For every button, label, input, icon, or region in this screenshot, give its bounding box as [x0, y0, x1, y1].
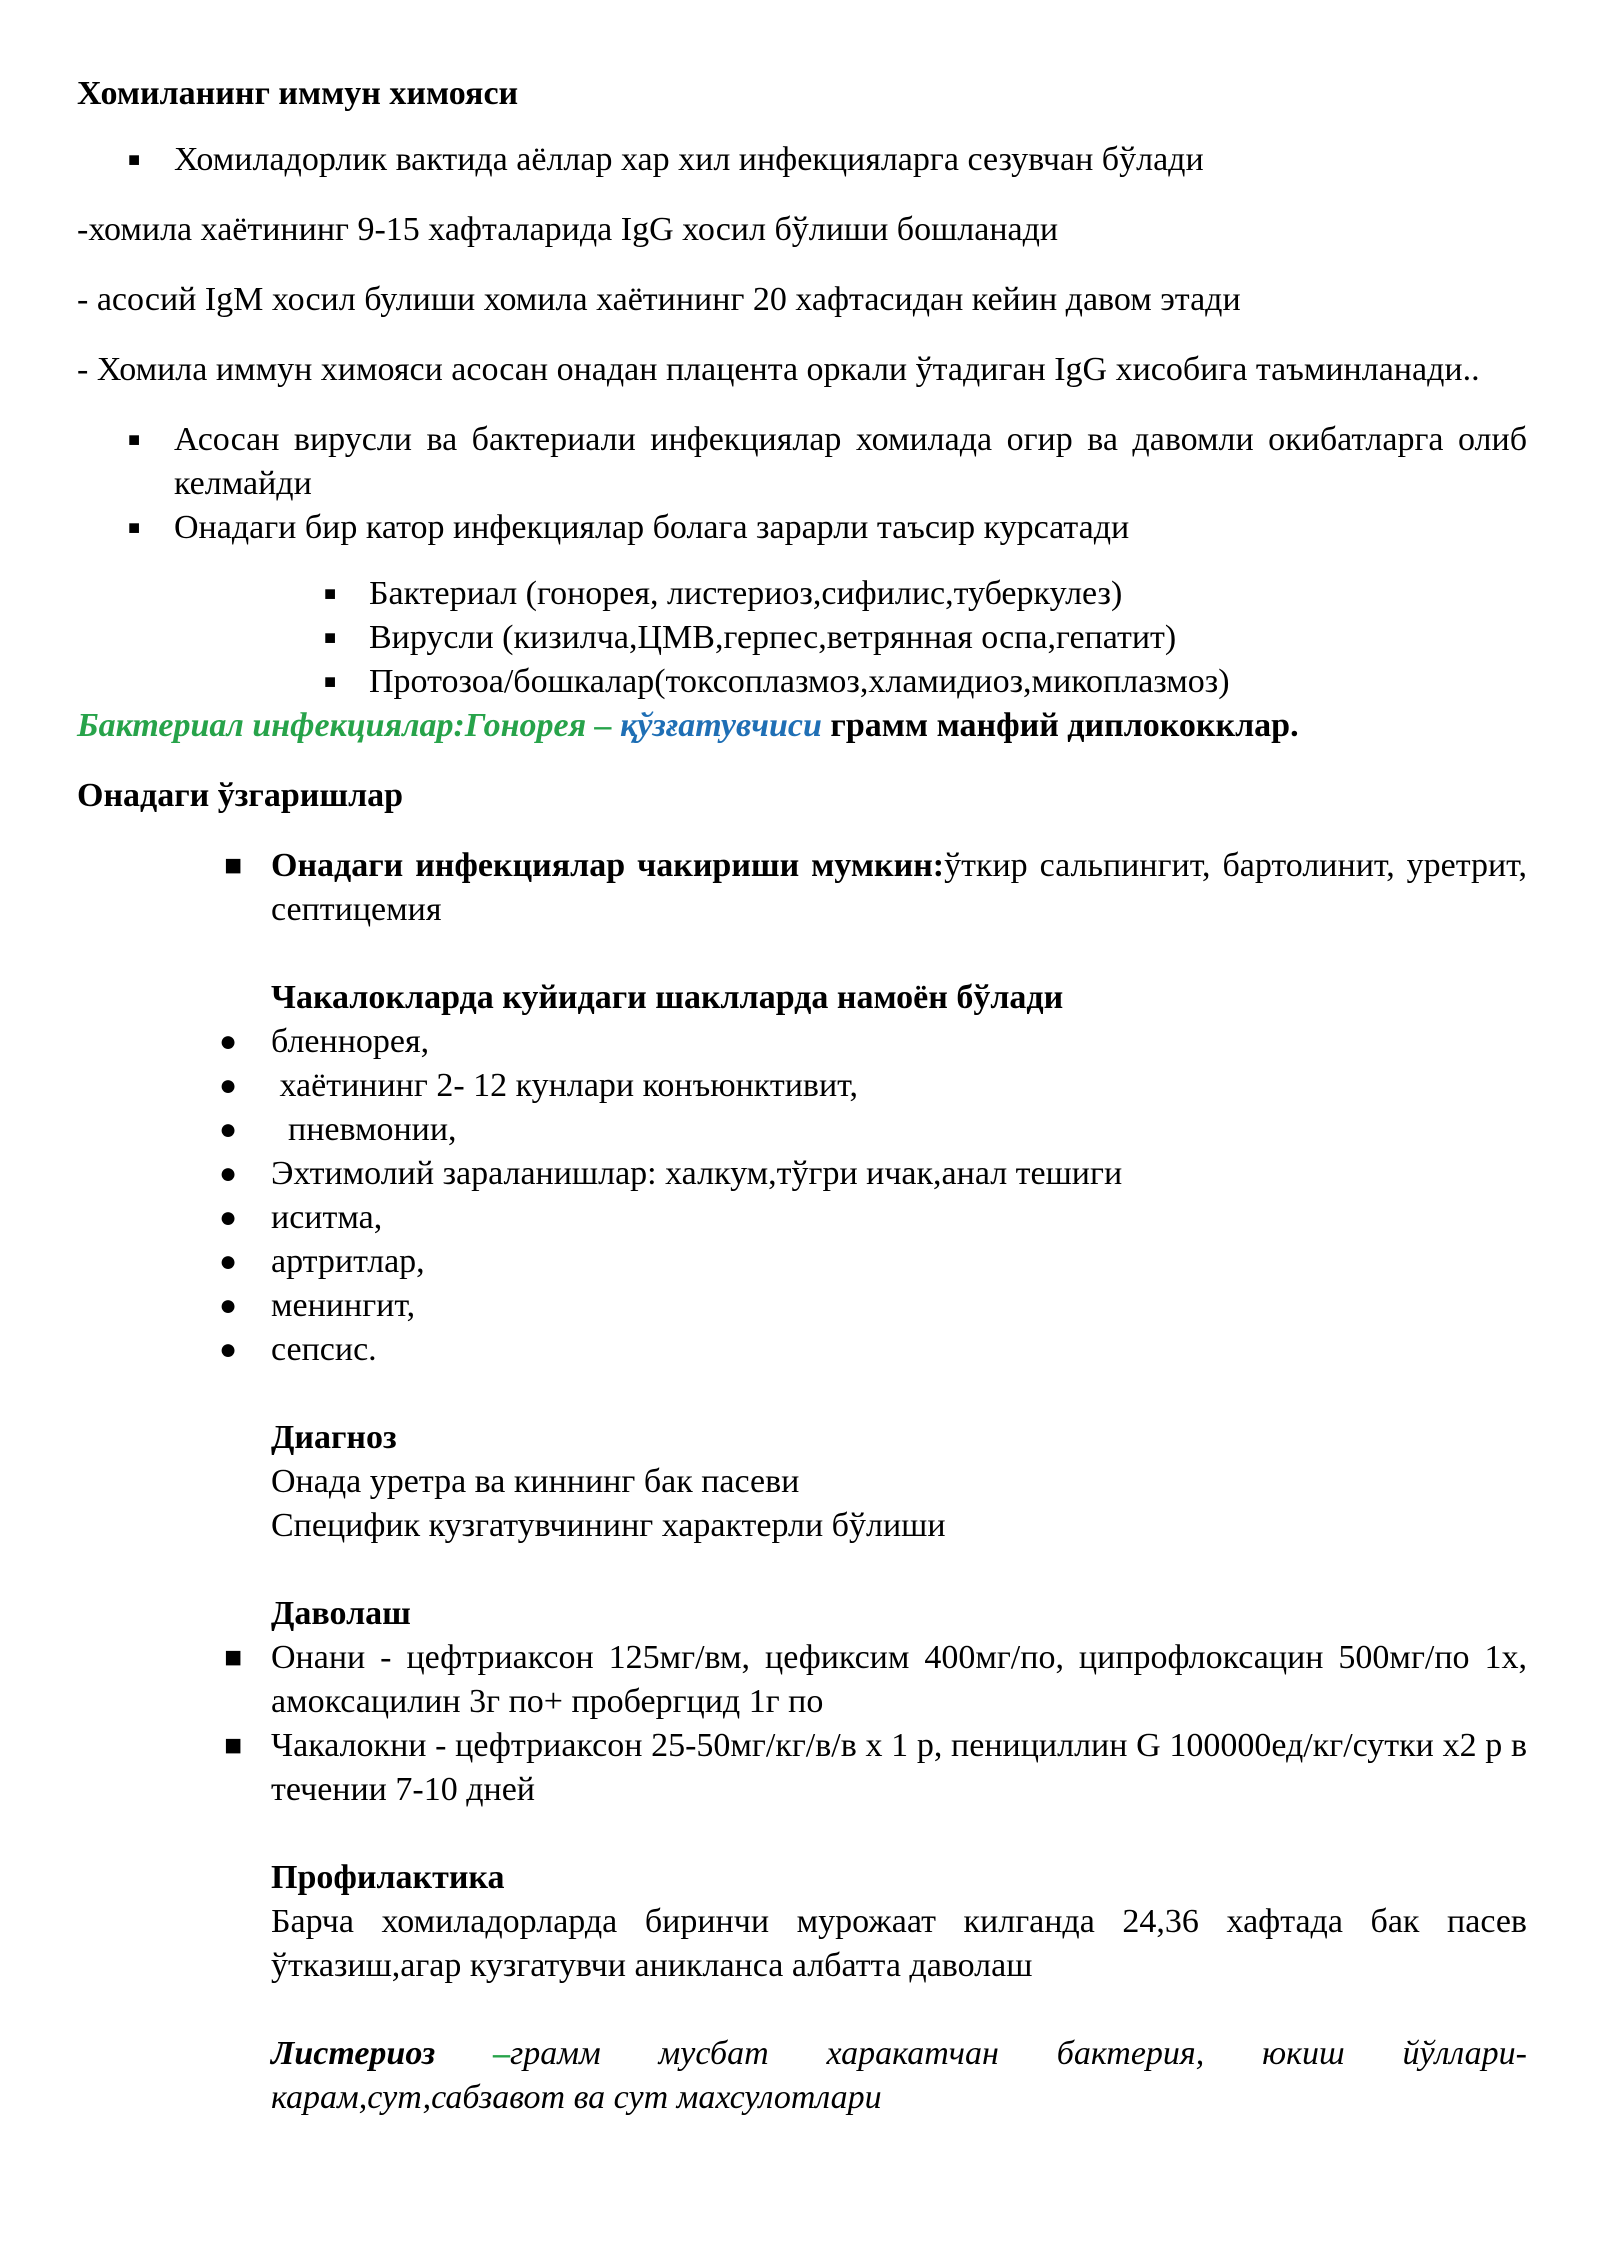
paragraph: -хомила хаётининг 9-15 хафталарида IgG хосил бўлиши бошланади [77, 211, 1059, 248]
bullet-icon: ● [219, 1157, 238, 1190]
list-item-text: Онани - цефтриаксон 125мг/вм, цефиксим 400мг/по, ципрофлоксацин 500мг/по 1х, амоксацилин 3г по+ пробергцид 1г по [271, 1639, 1527, 1720]
paragraph: Онада уретра ва киннинг бак пасеви [271, 1463, 800, 1500]
list-item-text: Асосан вирусли ва бактериали инфекциялар хомилада огир ва давомли окибатларга олиб келмайди [174, 421, 1527, 502]
page-title: Хомиланинг иммун химояси [77, 75, 519, 112]
section-heading: Онадаги ўзгаришлар [77, 777, 404, 814]
square-bullet-icon: ■ [128, 149, 141, 171]
list-item [77, 1108, 1527, 1152]
bullet-icon: ● [219, 1289, 238, 1322]
bullet-icon: ● [219, 1245, 238, 1278]
paragraph: Специфик кузгатувчининг характерли бўлиши [271, 1507, 946, 1544]
list-item-text: Эхтимолий зараланишлар: халкум,тўгри ичак,анал тешиги [271, 1155, 1123, 1192]
square-bullet-icon: ■ [128, 429, 141, 451]
square-bullet-icon: ■ [324, 627, 337, 649]
bullet-icon: ● [219, 1333, 238, 1366]
paragraph: - Хомила иммун химояси асосан онадан плацента оркали ўтадиган IgG хисобига таъминланади.. [77, 351, 1480, 388]
listeriosis-label: Листериоз [271, 2035, 436, 2072]
list-item-text: ўткир сальпингит, бартолинит, уретрит, септицемия [271, 847, 1527, 928]
list-item [77, 138, 1527, 182]
list-item-text: хаётининг 2- 12 кунлари конъюнктивит, [271, 1067, 858, 1104]
list-item [77, 1064, 1527, 1108]
pathogen-text: грамм манфий диплококклар. [821, 707, 1299, 744]
square-bullet-icon: ■ [224, 1729, 243, 1762]
list-item-text: бленнорея, [271, 1023, 430, 1060]
paragraph: - асосий IgM хосил булиши хомила хаётининг 20 хафтасидан кейин давом этади [77, 281, 1241, 318]
sub-list-item-text: Протозоа/бошкалар(токсоплазмоз,хламидиоз,микоплазмоз) [369, 663, 1230, 700]
sub-list-item-text: Бактериал (гонорея, листериоз,сифилис,туберкулез) [369, 575, 1123, 612]
list-item [77, 1328, 1527, 1372]
list-item-label: Онадаги инфекциялар чакириши мумкин: [271, 847, 945, 884]
sub-list-item [77, 616, 1527, 660]
square-bullet-icon: ■ [324, 671, 337, 693]
document-page [77, 72, 1527, 2120]
list-item-text: менингит, [271, 1287, 416, 1324]
section-heading: Диагноз [271, 1419, 397, 1456]
square-bullet-icon: ■ [224, 849, 243, 882]
paragraph [77, 2032, 1527, 2120]
list-item-text: иситма, [271, 1199, 383, 1236]
bullet-icon: ● [219, 1025, 238, 1058]
listeriosis-text: грамм мусбат харакатчан бактерия, юкиш йўллари- карам,сут,сабзавот ва сут махсулотлари [271, 2035, 1527, 2116]
list-item-text: Онадаги бир катор инфекциялар болага зарарли таъсир курсатади [174, 509, 1130, 546]
list-item-text: сепсис. [271, 1331, 377, 1368]
sub-list-item [77, 572, 1527, 616]
section-heading: Даволаш [271, 1595, 411, 1632]
list-item [77, 418, 1527, 506]
list-item-text: пневмонии, [271, 1111, 457, 1148]
list-item [77, 844, 1527, 932]
square-bullet-icon: ■ [324, 583, 337, 605]
bullet-icon: ● [219, 1069, 238, 1102]
bullet-icon: ● [219, 1201, 238, 1234]
list-item [77, 1636, 1527, 1724]
gonorrhea-line [77, 704, 1527, 748]
list-item [77, 1196, 1527, 1240]
dash: – [435, 2035, 511, 2072]
list-item-text: артритлар, [271, 1243, 425, 1280]
list-item-text: Чакалокни - цефтриаксон 25-50мг/кг/в/в х 1 р, пенициллин G 100000ед/кг/сутки х2 р в течении 7-10 дней [271, 1727, 1527, 1808]
square-bullet-icon: ■ [128, 517, 141, 539]
paragraph: Барча хомиладорларда биринчи мурожаат килганда 24,36 хафтада бак пасев ўтказиш,агар кузгатувчи аникланса албатта даволаш [271, 1903, 1527, 1984]
bullet-icon: ● [219, 1113, 238, 1146]
list-item [77, 1020, 1527, 1064]
list-item [77, 1724, 1527, 1812]
list-item-text: Хомиладорлик вактида аёллар хар хил инфекцияларга сезувчан бўлади [174, 141, 1204, 178]
gonorrhea-label: Бактериал инфекциялар:Гонорея – [77, 707, 621, 744]
square-bullet-icon: ■ [224, 1641, 243, 1674]
section-heading: Профилактика [271, 1859, 505, 1896]
list-item [77, 1284, 1527, 1328]
list-item [77, 1152, 1527, 1196]
list-item [77, 1240, 1527, 1284]
pathogen-label: қўзғатувчиси [620, 707, 822, 744]
section-heading: Чакалокларда куйидаги шаклларда намоён бўлади [271, 979, 1064, 1016]
sub-list-item [77, 660, 1527, 704]
list-item [77, 506, 1527, 550]
sub-list-item-text: Вирусли (кизилча,ЦМВ,герпес,ветрянная оспа,гепатит) [369, 619, 1177, 656]
